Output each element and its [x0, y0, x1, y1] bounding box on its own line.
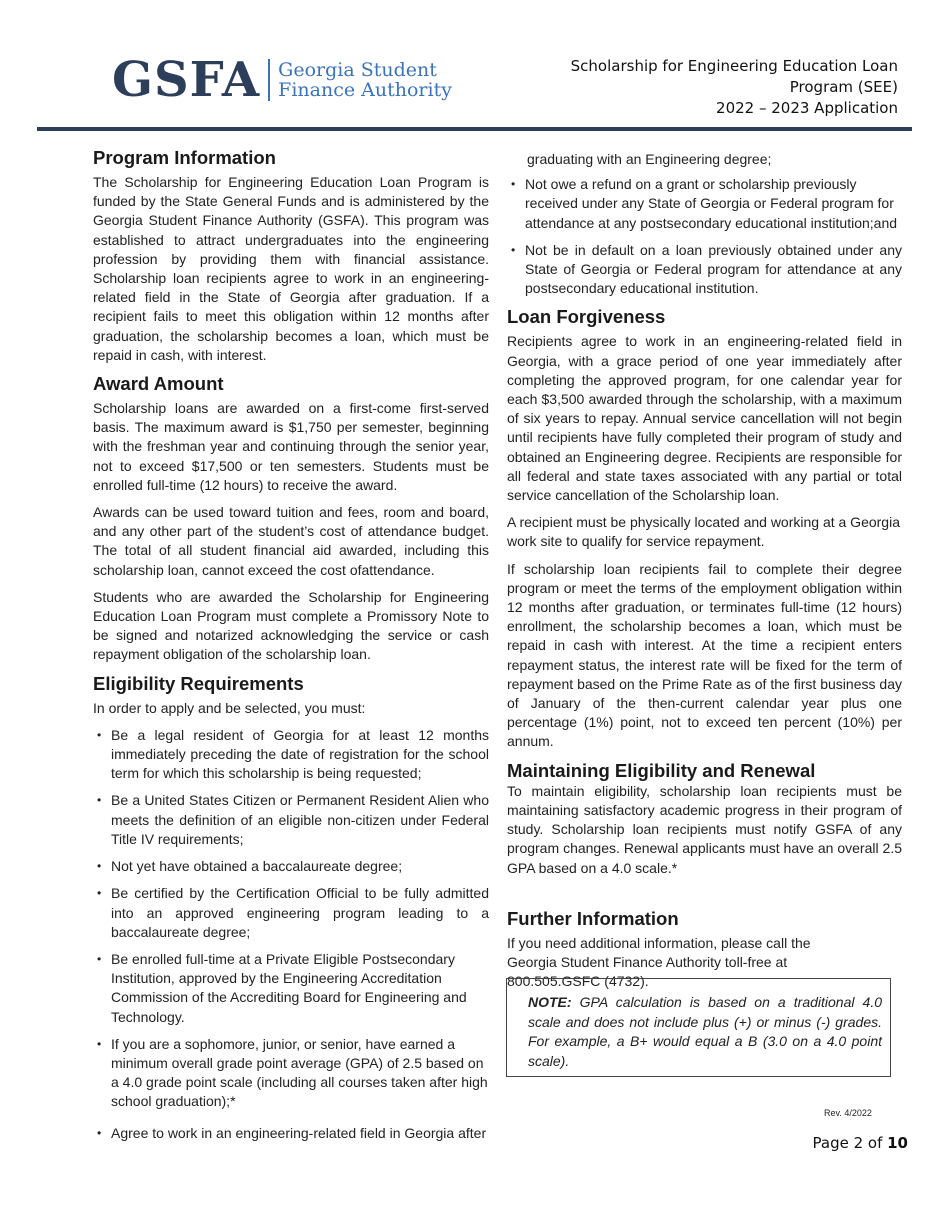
list-item: • Not yet have obtained a baccalaureate degree; — [93, 857, 489, 876]
award-amount-p3: Students who are awarded the Scholarship for Engineering Education Loan Program must complete a Promissory Note to be signed and notarized acknowledging the service or cash repayment obligation of the scholarship loan. — [93, 588, 489, 663]
header-rule — [37, 127, 912, 131]
document-title — [571, 56, 898, 119]
page-number — [813, 1134, 909, 1152]
revision-date: Rev. 4/2022 — [824, 1108, 872, 1118]
renewal-text: To maintain eligibility, scholarship loan recipients must be maintaining satisfactory academic progress in their program of study. Scholarship loan recipients must notify GSFA of any program changes. Renewal applicants must have an overall 2.5 GPA based on a 4.0 scale.* — [507, 782, 902, 876]
further-info-line1: If you need additional information, please call the — [507, 934, 811, 951]
renewal-heading: Maintaining Eligibility and Renewal — [507, 759, 816, 781]
list-item: • Agree to work in an engineering-related field in Georgia after — [93, 1124, 489, 1143]
eligibility-list-continued — [507, 175, 902, 298]
further-info-line2: Georgia Student Finance Authority toll-free at — [507, 953, 788, 970]
list-item: • Not owe a refund on a grant or scholarship previously received under any State of Georgia or Federal program for attendance at any postsecondary educational institution;and — [507, 175, 902, 233]
eligibility-heading: Eligibility Requirements — [93, 672, 304, 694]
eligibility-intro: In order to apply and be selected, you must: — [93, 699, 366, 716]
logo-text — [278, 60, 452, 100]
program-info-heading: Program Information — [93, 147, 276, 168]
title-line-1: Scholarship for Engineering Education Loan — [570, 57, 898, 75]
eligibility-list — [93, 726, 489, 1143]
title-line-3: 2022 – 2023 Application — [716, 99, 898, 117]
logo-text-line1: Georgia Student — [278, 59, 437, 81]
loan-forgiveness-heading: Loan Forgiveness — [507, 306, 666, 328]
list-item: • If you are a sophomore, junior, or senior, have earned a minimum overall grade point average (GPA) of 2.5 based on a 4.0 grade point scale (including all courses taken after high school graduation);* — [93, 1035, 489, 1112]
page-total: 10 — [887, 1134, 908, 1152]
program-info-text: The Scholarship for Engineering Education Loan Program is funded by the State General Funds and is administered by the Georgia Student Finance Authority (GSFA). This program was established to attract undergraduates into the engineering profession by providing them with financial assistance. Scholarship loan recipients agree to work in an engineering-related field in the State of Georgia after graduation. If a recipient fails to meet this obligation within 12 months after graduation, the scholarship becomes a loan, which must be repaid in cash, with interest. — [93, 174, 489, 363]
page-prefix: Page 2 of — [812, 1134, 888, 1152]
logo-mark: GSFA — [112, 52, 261, 108]
page-header — [0, 0, 950, 132]
title-line-2: Program (SEE) — [789, 78, 898, 96]
right-column — [507, 150, 902, 991]
loan-forgiveness-p1: Recipients agree to work in an engineering-related field in Georgia, with a grace period of one year immediately after completing the approved program, for one calendar year for each $3,500 awarded through the scholarship, with a maximum of six years to repay. Annual service cancellation will not begin until recipients have fully completed their program of study and obtained an Engineering degree. Recipients are responsible for all federal and state taxes associated with any partial or total service cancellation of the Scholarship loan. — [507, 333, 902, 504]
left-column — [93, 147, 489, 1151]
further-info-phone: 800.505.GSFC (4732). — [507, 973, 649, 990]
award-amount-heading: Award Amount — [93, 373, 224, 395]
gsfa-logo — [112, 54, 452, 106]
loan-forgiveness-p2: A recipient must be physically located and working at a Georgia work site to qualify for service repayment. — [507, 514, 900, 550]
note-text: GPA calculation is based on a traditional 4.0 scale and does not include plus (+) or minus (-) grades. For example, a B+ would equal a B (3.0 on a 4.0 point scale). — [528, 994, 882, 1069]
list-item: • Be enrolled full-time at a Private Eligible Postsecondary Institution, approved by the Engineering Accreditation Commission of the Accrediting Board for Engineering and Technology. — [93, 950, 489, 1027]
award-amount-p1: Scholarship loans are awarded on a first-come first-served basis. The maximum award is $1,750 per semester, beginning with the freshman year and continuing through the senior year, not to exceed $17,500 or ten semesters. Students must be enrolled full-time (12 hours) to receive the award. — [93, 400, 489, 493]
eligibility-continuation: graduating with an Engineering degree; — [527, 151, 772, 167]
list-item: • Be a United States Citizen or Permanent Resident Alien who meets the definition of an eligible non-citizen under Federal Title IV requirements; — [93, 791, 489, 849]
logo-divider — [268, 59, 270, 101]
list-item: • Not be in default on a loan previously obtained under any State of Georgia or Federal program for attendance at any postsecondary educational institution. — [507, 241, 902, 299]
logo-text-line2: Finance Authority — [278, 79, 452, 101]
list-item: • Be certified by the Certification Official to be fully admitted into an approved engineering program leading to a baccalaureate degree; — [93, 884, 489, 942]
further-info-heading: Further Information — [507, 907, 679, 929]
note-label: NOTE: — [528, 994, 572, 1010]
loan-forgiveness-p3: If scholarship loan recipients fail to complete their degree program or meet the terms of the employment obligation within 12 months after graduation, or terminates full-time (12 hours) enrollment, the scholarship becomes a loan, which must be repaid in cash with interest. At the time a recipient enters repayment status, the interest rate will be fixed for the term of repayment based on the Prime Rate as of the first business day of January of the then-current calendar year plus one percentage (1%) point, not to exceed ten percent (10%) per annum. — [507, 560, 902, 750]
list-item: • Be a legal resident of Georgia for at least 12 months immediately preceding the date of registration for the school term for which this scholarship is being requested; — [93, 726, 489, 784]
award-amount-p2: Awards can be used toward tuition and fees, room and board, and any other part of the student’s cost of attendance budget. The total of all student financial aid awarded, including this scholarship loan, cannot exceed the cost ofattendance. — [93, 504, 489, 578]
gpa-note-box — [506, 978, 891, 1077]
